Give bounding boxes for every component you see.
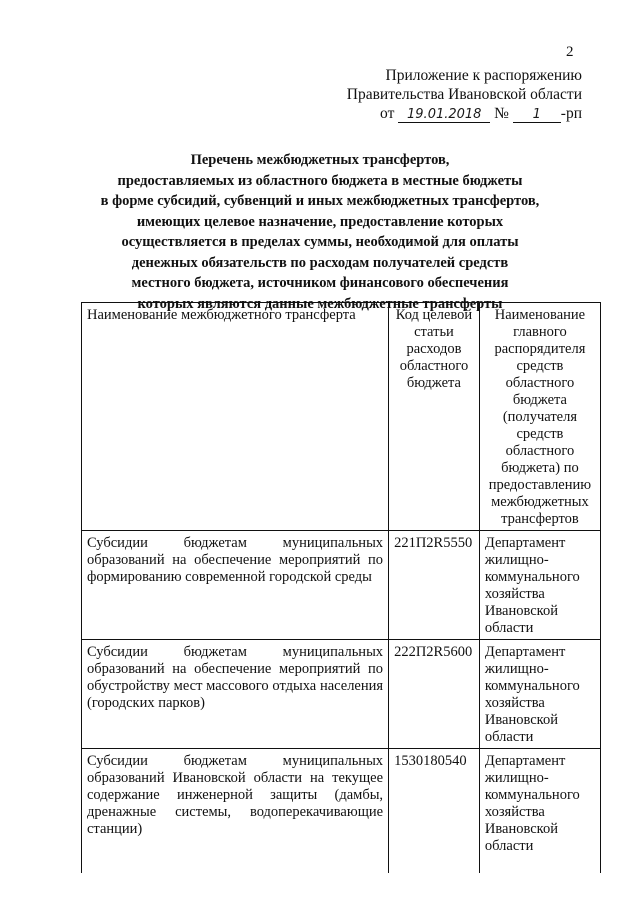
table-header-row [82,303,601,531]
number-label: № [494,105,509,122]
transfer-name-cell: Субсидии бюджетам муниципальных образований Ивановской области на текущее содержание инженерной защиты (дамбы, дренажные системы, водоперекачивающие станции) [82,749,389,874]
handwritten-date: 19.01.2018 [398,107,490,123]
transfer-code-cell: 222П2R5600 [389,640,480,749]
table-row [82,640,601,749]
title-line: имеющих целевое назначение, предоставление которых [136,213,504,230]
title-line: местного бюджета, источником финансового обеспечения [131,275,509,291]
appendix-line-2: Правительства Ивановской области [346,86,582,103]
title-line: Перечень межбюджетных трансфертов, [190,152,450,168]
transfer-name-cell: Субсидии бюджетам муниципальных образований на обеспечение мероприятий по обустройству мест массового отдыха населения (городских парков) [82,640,389,749]
title-line: которых являются данные межбюджетные трансферты [137,295,503,312]
from-label: от [380,105,395,122]
title-line: осуществляется в пределах суммы, необходимой для оплаты [121,234,519,250]
appendix-date-line [347,104,582,123]
appendix-line-1: Приложение к распоряжению [385,67,582,84]
transfer-name-cell: Субсидии бюджетам муниципальных образований на обеспечение мероприятий по формированию современной городской среды [82,531,389,640]
header-code: Код целевой статьи расходов областного бюджета [389,303,480,531]
title-line: в форме субсидий, субвенций и иных межбюджетных трансфертов, [100,193,540,209]
transfer-dept-cell: Департамент жилищно-коммунального хозяйства Ивановской области [479,749,600,874]
table-row [82,531,601,640]
page-number: 2 [566,44,574,60]
transfer-dept-cell: Департамент жилищно-коммунального хозяйства Ивановской области [479,640,600,749]
appendix-block [347,66,582,123]
document-title [80,150,560,314]
number-suffix: -рп [560,105,582,122]
title-line: предоставляемых из областного бюджета в местные бюджеты [117,172,523,189]
transfer-code-cell: 221П2R5550 [389,531,480,640]
transfer-dept-cell: Департамент жилищно-коммунального хозяйства Ивановской области [479,531,600,640]
header-name: Наименование межбюджетного трансферта [82,303,389,531]
transfer-code-cell: 1530180540 [389,749,480,874]
transfers-table [81,302,601,873]
header-dept: Наименование главного распорядителя средств областного бюджета (получателя средств областного бюджета) по предоставлению межбюджетных трансфертов [479,303,600,531]
table-row [82,749,601,874]
handwritten-number: 1 [513,107,561,123]
title-line: денежных обязательств по расходам получателей средств [131,254,509,271]
